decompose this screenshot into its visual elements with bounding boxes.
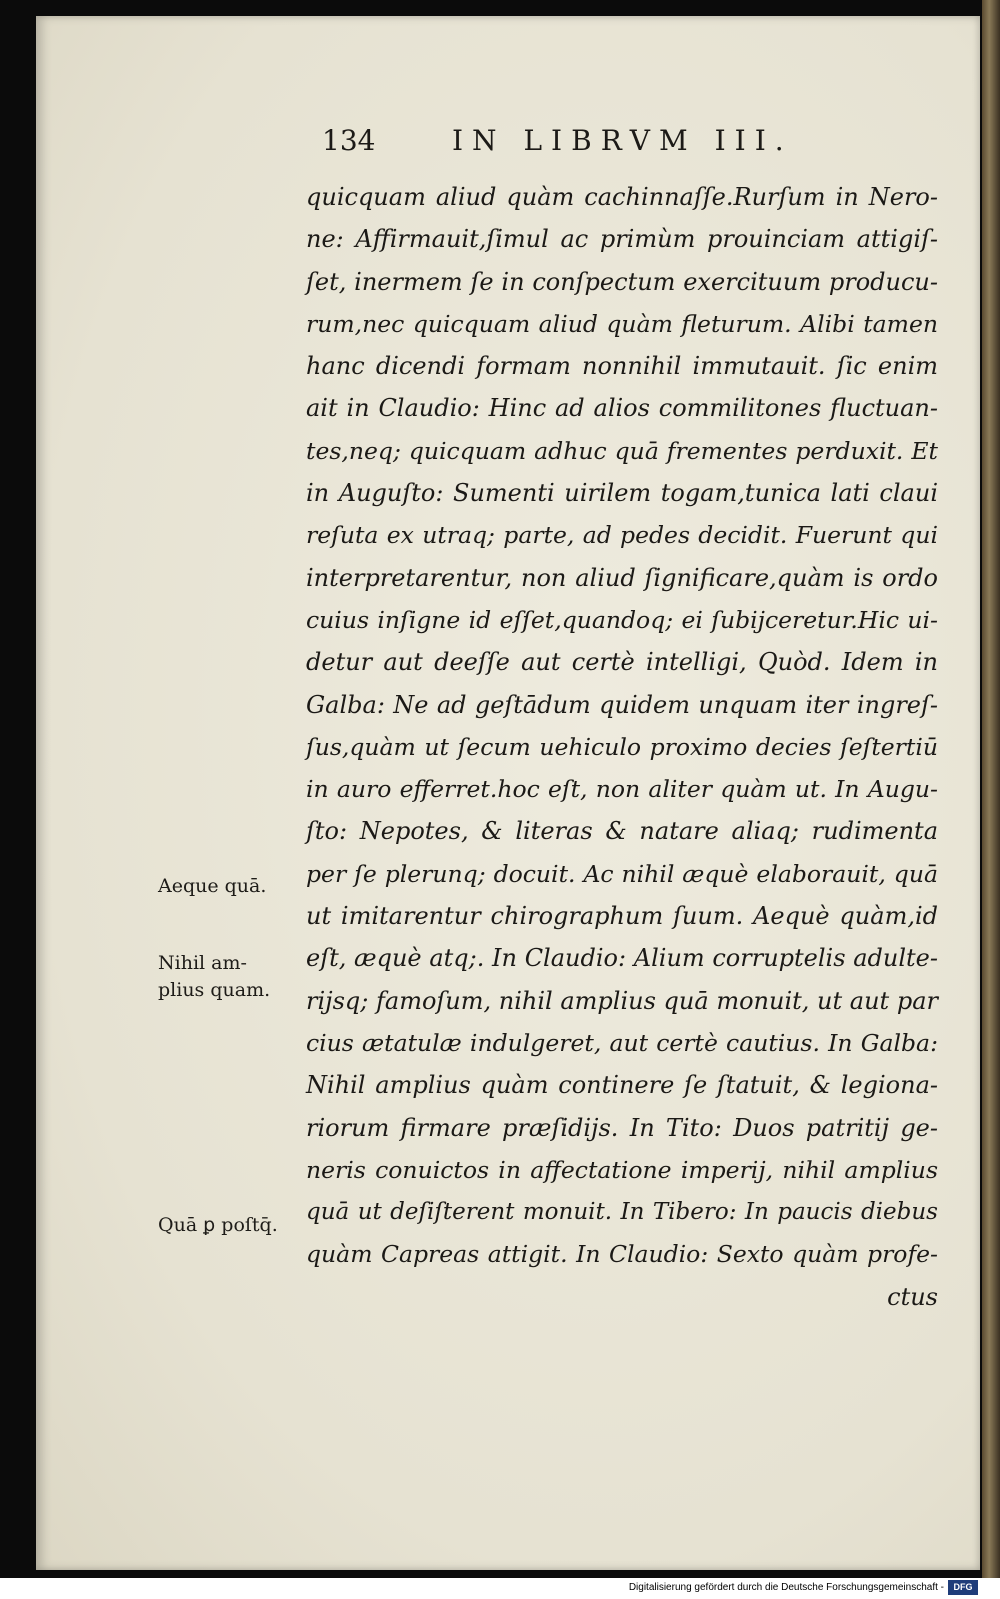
text-line: ne: Affirmauit,ſimul ac primùm prouinciam attigiſ- [306,225,938,254]
text-line: ſto: Nepotes, & literas & natare aliaq; rudimenta [306,817,938,846]
text-line: ait in Claudio: Hinc ad alios commilitones fluctuan- [306,394,938,423]
main-text-block [306,176,938,1318]
running-head-title: IN LIBRVM III. [452,124,793,157]
text-line: rum,nec quicquam aliud quàm fleturum. Alibi tamen [306,309,938,338]
text-line: quā ut deſiſterent monuit. In Tibero: In paucis diebus [306,1199,938,1226]
text-line: cuius inſigne id eſſet,quandoq; ei ſubijceretur.Hic ui- [306,605,938,634]
text-line: cius ætatulæ indulgeret, aut certè cautius. In Galba: [306,1028,938,1057]
footer-bar [0,1578,1000,1599]
dfg-logo: DFG [948,1580,978,1595]
text-line: rijsq; famoſum, nihil amplius quā monuit, ut aut par [306,986,938,1015]
marginal-note-aeque-text: Aeque quā. [158,875,267,897]
text-line: in auro efferret.hoc eſt, non aliter quàm ut. In Augu- [306,775,938,804]
text-line: interpretarentur, non aliud ſignificare,quàm is ordo [306,563,938,592]
text-line: Nihil amplius quàm continere ſe ſtatuit, & legiona- [306,1071,938,1100]
text-line: reſuta ex utraq; parte, ad pedes decidit. Fuerunt qui [306,521,938,550]
marginal-note-nihil-line2: plius quam. [158,979,271,1001]
text-line: hanc dicendi formam nonnihil immutauit. ſic enim [306,352,938,381]
text-line: quicquam aliud quàm cachinnaſſe.Rurſum in Nero- [306,183,938,211]
text-line: neris conuictos in affectatione imperij, nihil amplius [306,1155,938,1184]
text-line: ſet, inermem ſe in conſpectum exercituum producu- [306,267,938,296]
text-line: tes,neq; quicquam adhuc quā frementes perduxit. Et [306,436,938,465]
running-head [322,124,882,164]
text-line: eſt, æquè atq;. In Claudio: Alium corruptelis adulte- [306,944,938,973]
marginal-note-nihil-line1: Nihil am- [158,952,247,974]
marginal-note-nihil [158,950,298,1004]
text-line: per ſe plerunq; docuit. Ac nihil æquè elaborauit, quā [306,859,938,888]
book-edge [982,0,1000,1578]
text-line: in Auguſto: Sumenti uirilem togam,tunica lati claui [306,479,938,508]
text-line: ut imitarentur chirographum ſuum. Aequè quàm,id [306,902,938,931]
page-number: 134 [322,124,376,157]
funding-credit: Digitalisierung gefördert durch die Deutsche Forschungsgemeinschaft - [628,1582,944,1593]
marginal-note-qua-post-text: Quā ꝑ poſtq̄. [158,1214,278,1236]
text-line: quàm Capreas attigit. In Claudio: Sexto quàm profe- [306,1240,938,1269]
marginal-note-aeque [158,873,298,900]
text-line: riorum firmare præſidijs. In Tito: Duos patritij ge- [306,1113,938,1142]
text-line: ſus,quàm ut ſecum uehiculo proximo decies ſeſtertiū [306,732,938,761]
marginal-note-qua-post [158,1212,298,1239]
text-line: ctus [887,1282,938,1311]
text-line: Galba: Ne ad geſtādum quidem unquam iter ingreſ- [306,690,938,719]
text-line: detur aut deeſſe aut certè intelligi, Quòd. Idem in [306,648,938,677]
